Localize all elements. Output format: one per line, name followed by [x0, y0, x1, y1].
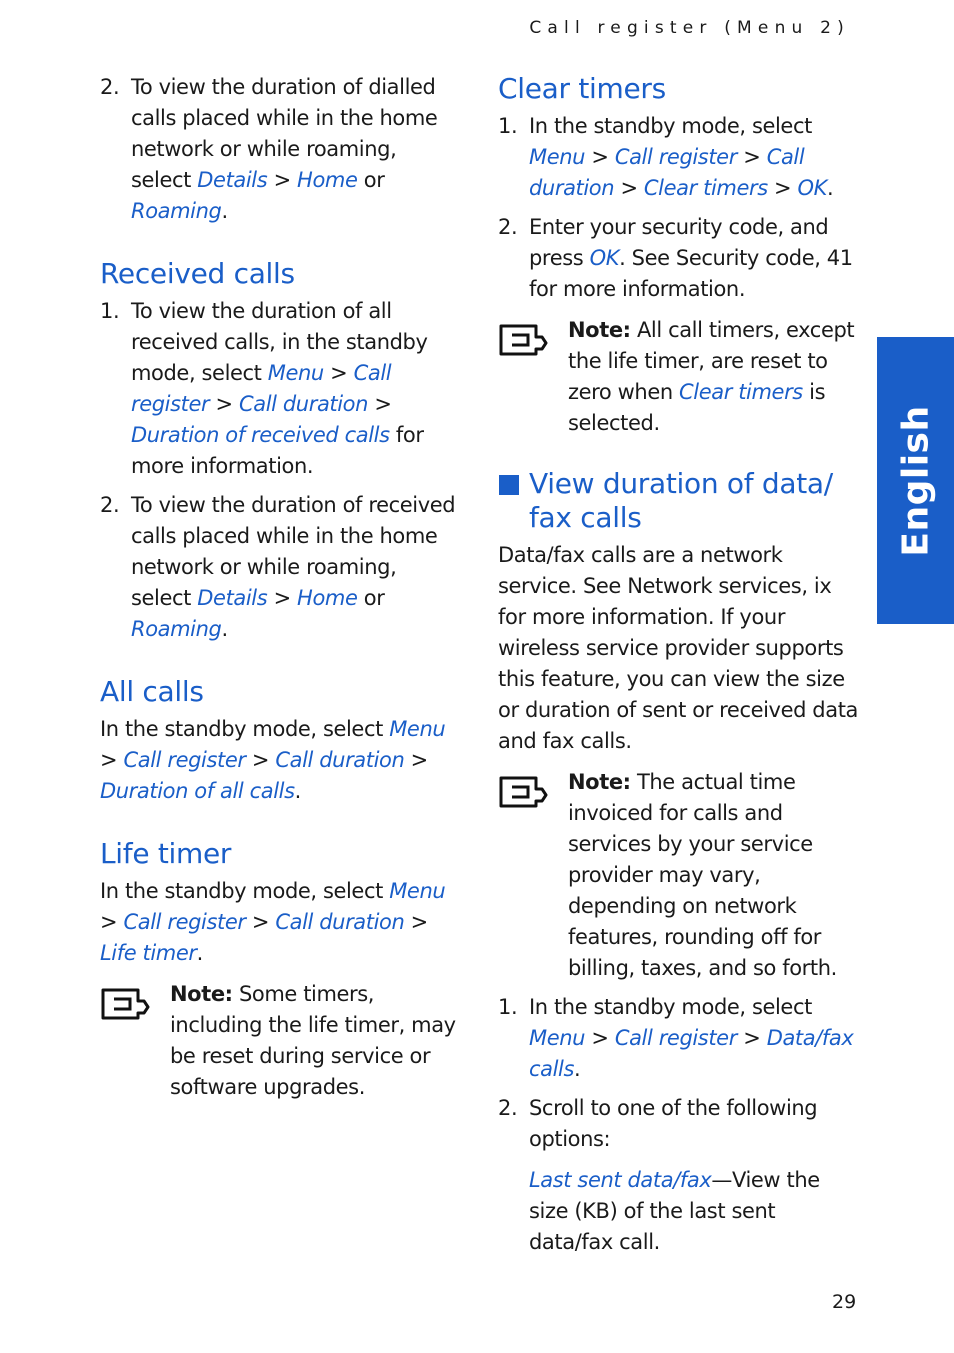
note-hand-icon: [498, 315, 568, 439]
list-number: 2.: [498, 215, 518, 239]
text: for more information.: [131, 423, 424, 478]
note-text: [568, 767, 860, 984]
menu-link-call-duration[interactable]: Call duration: [275, 748, 405, 772]
clear-timers-item-1: [498, 111, 860, 204]
text: Enter your security code, and press: [529, 215, 829, 270]
note-life-timer: [100, 979, 462, 1103]
list-number: 2.: [100, 75, 120, 99]
heading-text: View duration of data/ fax calls: [529, 467, 833, 534]
separator: >: [245, 910, 276, 934]
list-text: [131, 72, 462, 227]
separator: >: [404, 748, 428, 772]
text: or: [357, 586, 385, 610]
note-label: Note:: [170, 982, 233, 1006]
separator: >: [323, 361, 354, 385]
note-hand-icon: [498, 767, 568, 984]
menu-link-call-register[interactable]: Call register: [123, 910, 246, 934]
option-last-sent: [529, 1165, 860, 1258]
menu-link-menu[interactable]: Menu: [529, 145, 586, 169]
menu-link-home[interactable]: Home: [297, 168, 358, 192]
note-hand-icon: [100, 979, 170, 1103]
separator: >: [404, 910, 428, 934]
menu-link-call-register[interactable]: Call register: [614, 145, 737, 169]
list-number: 1.: [100, 299, 120, 323]
side-tab-label: English: [895, 404, 936, 557]
text: In the standby mode, select: [529, 995, 812, 1019]
heading-received-calls: Received calls: [100, 257, 295, 290]
received-list-item-1: [100, 296, 462, 482]
life-timer-paragraph: [100, 876, 462, 969]
menu-link-call-register[interactable]: Call register: [123, 748, 246, 772]
heading-all-calls: All calls: [100, 675, 204, 708]
heading-clear-timers: Clear timers: [498, 72, 666, 105]
text: .: [221, 617, 228, 641]
menu-link-menu[interactable]: Menu: [389, 717, 446, 741]
menu-link-roaming[interactable]: Roaming: [131, 617, 222, 641]
list-text: [529, 212, 860, 305]
text: .: [827, 176, 834, 200]
dialled-list-item-2: [100, 72, 462, 227]
menu-link-menu[interactable]: Menu: [529, 1026, 586, 1050]
text: The actual time invoiced for calls and services by your service provider may vary, depending on network features, rounding off for billing, taxes, and so forth.: [568, 770, 837, 980]
separator: >: [100, 910, 124, 934]
running-head: Call register (Menu 2): [529, 18, 850, 38]
list-text: Scroll to one of the following options:: [529, 1096, 818, 1151]
menu-link-data-fax-calls[interactable]: Data/fax calls: [529, 1026, 854, 1081]
text: All call timers, except the life timer, are reset to zero when: [568, 318, 855, 404]
menu-link-call-register[interactable]: Call register: [131, 361, 392, 416]
note-label: Note:: [568, 318, 631, 342]
language-side-tab: [877, 337, 954, 624]
clear-timers-item-2: [498, 212, 860, 305]
text: In the standby mode, select: [100, 717, 390, 741]
right-column: [498, 72, 860, 1258]
menu-link-home[interactable]: Home: [297, 586, 358, 610]
heading-life-timer: Life timer: [100, 837, 232, 870]
separator: >: [585, 1026, 615, 1050]
left-column: [100, 72, 462, 1103]
list-text: [529, 111, 860, 204]
section-square-icon: [499, 475, 519, 495]
menu-link-roaming[interactable]: Roaming: [131, 199, 222, 223]
separator: >: [267, 168, 298, 192]
text: To view the duration of all received calls, in the standby mode, select: [131, 299, 428, 385]
separator: >: [100, 748, 124, 772]
text: .: [196, 941, 203, 965]
separator: >: [736, 145, 767, 169]
menu-link-menu[interactable]: Menu: [267, 361, 324, 385]
text: In the standby mode, select: [529, 114, 812, 138]
data-fax-item-1: [498, 992, 860, 1085]
list-text: [131, 296, 462, 482]
menu-link-call-register[interactable]: Call register: [614, 1026, 737, 1050]
text: .: [294, 779, 301, 803]
list-text: [529, 992, 860, 1085]
received-list-item-2: [100, 490, 462, 645]
text: or: [357, 168, 385, 192]
data-fax-intro: Data/fax calls are a network service. See Network services, ix for more information. If your wireless service provider supports this feature, you can view the size or duration of sent or received data and fax calls.: [498, 543, 859, 753]
menu-link-menu[interactable]: Menu: [389, 879, 446, 903]
list-number: 2.: [498, 1096, 518, 1120]
all-calls-paragraph: [100, 714, 462, 807]
note-text: [170, 979, 462, 1103]
text: In the standby mode, select: [100, 879, 390, 903]
menu-link-call-duration[interactable]: Call duration: [239, 392, 369, 416]
separator: >: [209, 392, 239, 416]
text: is selected.: [568, 380, 826, 435]
list-number: 2.: [100, 493, 120, 517]
separator: >: [368, 392, 392, 416]
text: Some timers, including the life timer, may be reset during service or software upgrades.: [170, 982, 456, 1099]
text: .: [574, 1057, 581, 1081]
separator: >: [767, 176, 798, 200]
separator: >: [736, 1026, 767, 1050]
page-number: 29: [832, 1291, 857, 1313]
data-fax-item-2: [498, 1093, 860, 1155]
separator: >: [245, 748, 276, 772]
text: —View the size (KB) of the last sent data/fax call.: [529, 1168, 820, 1254]
note-invoice: [498, 767, 860, 984]
text: . See Security code, 41 for more information.: [529, 246, 853, 301]
note-label: Note:: [568, 770, 631, 794]
separator: >: [267, 586, 298, 610]
heading-view-duration-data-fax: [498, 467, 860, 535]
menu-link-clear-timers[interactable]: Clear timers: [679, 380, 803, 404]
menu-link-last-sent-data-fax[interactable]: Last sent data/fax: [529, 1168, 712, 1192]
menu-link-ok[interactable]: OK: [589, 246, 620, 270]
menu-link-duration-received[interactable]: Duration of received calls: [131, 423, 390, 447]
separator: >: [585, 145, 615, 169]
separator: >: [614, 176, 644, 200]
list-number: 1.: [498, 995, 518, 1019]
text: To view the duration of received calls placed while in the home network or while roaming, select: [131, 493, 456, 610]
list-text: [131, 490, 462, 645]
menu-link-call-duration[interactable]: Call duration: [275, 910, 405, 934]
menu-link-ok[interactable]: OK: [797, 176, 828, 200]
menu-link-call-duration[interactable]: Call duration: [529, 145, 805, 200]
menu-link-details[interactable]: Details: [197, 168, 268, 192]
menu-link-life-timer[interactable]: Life timer: [100, 941, 197, 965]
note-clear-timers: [498, 315, 860, 439]
menu-link-details[interactable]: Details: [197, 586, 268, 610]
menu-link-duration-all-calls[interactable]: Duration of all calls: [100, 779, 295, 803]
text: .: [221, 199, 228, 223]
note-text: [568, 315, 860, 439]
menu-link-clear-timers[interactable]: Clear timers: [643, 176, 768, 200]
text: To view the duration of dialled calls placed while in the home network or while roaming, select: [131, 75, 438, 192]
list-number: 1.: [498, 114, 518, 138]
